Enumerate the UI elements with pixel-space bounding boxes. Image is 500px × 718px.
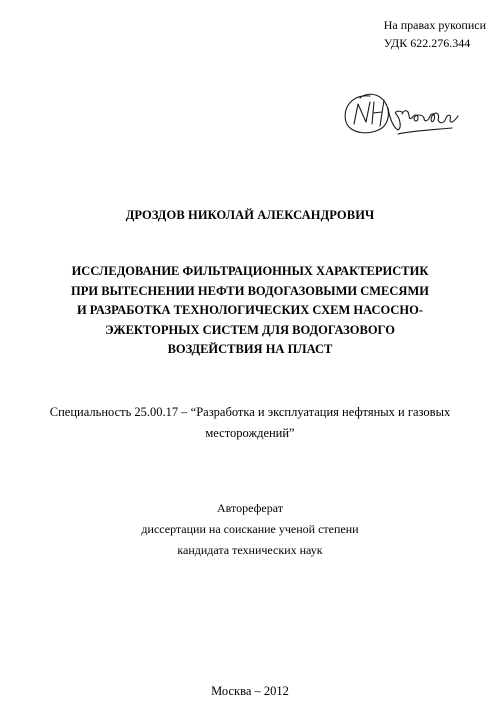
header-block [384,16,486,52]
manuscript-rights-label: На правах рукописи [383,18,486,32]
author-name: ДРОЗДОВ НИКОЛАЙ АЛЕКСАНДРОВИЧ [125,208,375,222]
abstract-block [0,498,500,561]
title-line: ИССЛЕДОВАНИЕ ФИЛЬТРАЦИОННЫХ ХАРАКТЕРИСТИК [71,264,429,278]
title-line: ПРИ ВЫТЕСНЕНИИ НЕФТИ ВОДОГАЗОВЫМИ СМЕСЯМИ [71,283,429,298]
place-and-year: Москва – 2012 [211,684,289,698]
title-line: ВОЗДЕЙСТВИЯ НА ПЛАСТ [167,342,333,356]
academic-degree: кандидата технических наук [177,543,323,557]
title-line: И РАЗРАБОТКА ТЕХНОЛОГИЧЕСКИХ СХЕМ НАСОСНО- [76,303,424,317]
udc-code: УДК 622.276.344 [383,36,471,50]
handwritten-signature [340,84,465,144]
specialty-block [0,402,500,444]
dissertation-title [20,262,480,360]
specialty-line: Специальность 25.00.17 – “Разработка и эксплуатация нефтяных и газовых [49,405,451,419]
specialty-line: месторождений” [205,426,295,440]
title-line: ЭЖЕКТОРНЫХ СИСТЕМ ДЛЯ ВОДОГАЗОВОГО [105,322,395,337]
document-type: Автореферат [217,501,283,515]
document-purpose: диссертации на соискание ученой степени [141,522,359,536]
